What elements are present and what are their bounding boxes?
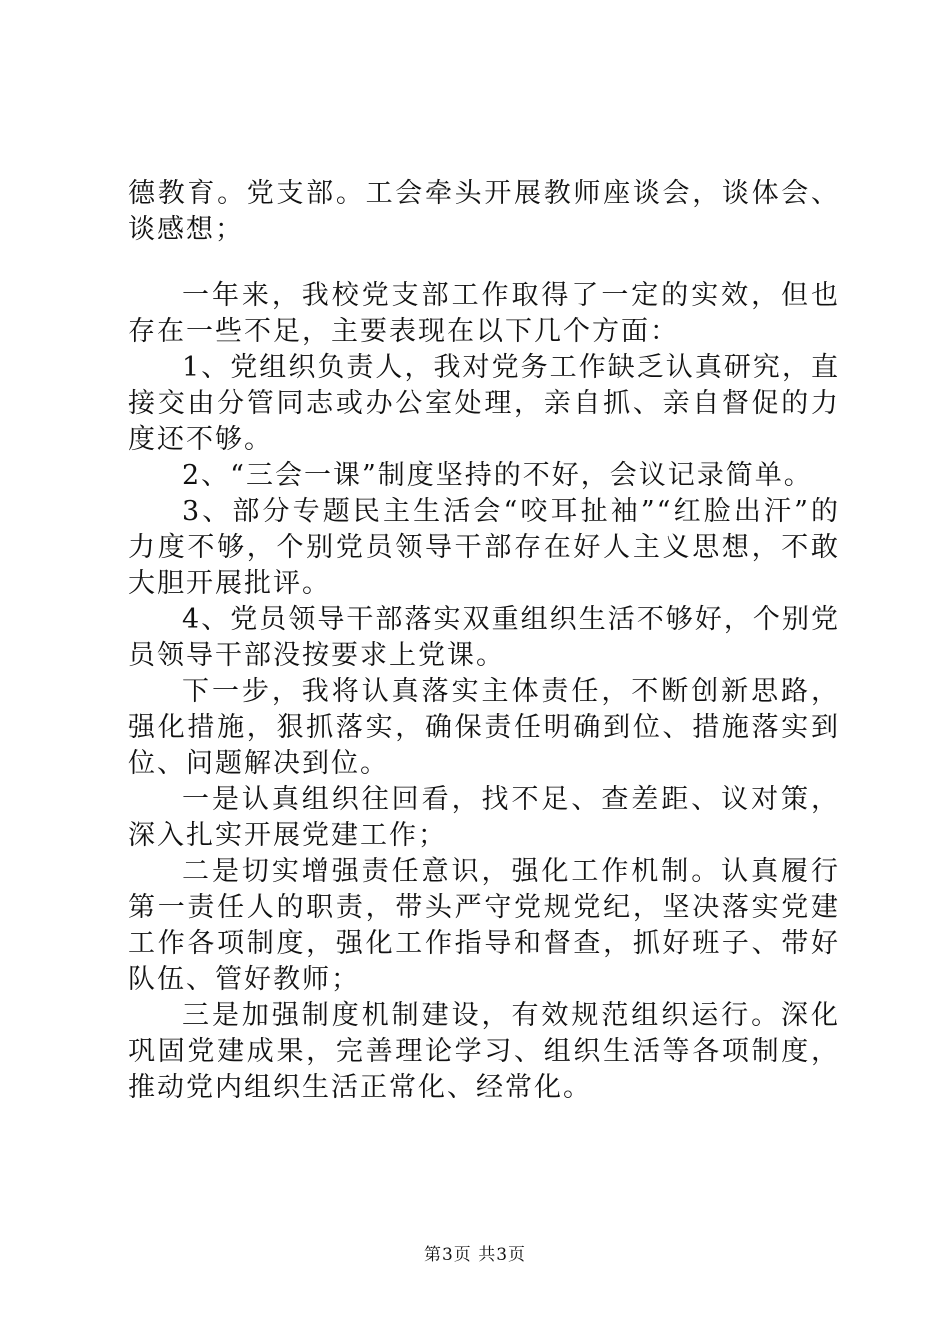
paragraph-issue-3: 3、部分专题民主生活会“咬耳扯袖”“红脸出汗”的力度不够，个别党员领导干部存在好人主义思想，不敢大胆开展批评。 — [128, 496, 840, 599]
document-body — [128, 176, 840, 1106]
paragraph-issue-2: 2、“三会一课”制度坚持的不好，会议记录简单。 — [182, 460, 813, 491]
paragraph-step-3: 三是加强制度机制建设，有效规范组织运行。深化巩固党建成果，完善理论学习、组织生活等各项制度，推动党内组织生活正常化、经常化。 — [128, 1000, 840, 1103]
paragraph-continuation: 德教育。党支部。工会牵头开展教师座谈会，谈体会、谈感想； — [128, 178, 840, 245]
paragraph-summary-intro: 一年来，我校党支部工作取得了一定的实效，但也存在一些不足，主要表现在以下几个方面： — [128, 280, 840, 347]
page-number-footer: 第3页 共3页 — [423, 1245, 527, 1265]
paragraph-step-2: 二是切实增强责任意识，强化工作机制。认真履行第一责任人的职责，带头严守党规党纪，坚决落实党建工作各项制度，强化工作指导和督查，抓好班子、带好队伍、管好教师； — [128, 856, 840, 995]
paragraph-issue-1: 1、党组织负责人，我对党务工作缺乏认真研究，直接交由分管同志或办公室处理，亲自抓、亲自督促的力度还不够。 — [128, 352, 840, 455]
paragraph-step-1: 一是认真组织往回看，找不足、查差距、议对策，深入扎实开展党建工作； — [128, 784, 840, 851]
paragraph-issue-4: 4、党员领导干部落实双重组织生活不够好，个别党员领导干部没按要求上党课。 — [128, 604, 840, 671]
paragraph-next-steps: 下一步，我将认真落实主体责任，不断创新思路，强化措施，狠抓落实，确保责任明确到位、措施落实到位、问题解决到位。 — [128, 676, 840, 779]
